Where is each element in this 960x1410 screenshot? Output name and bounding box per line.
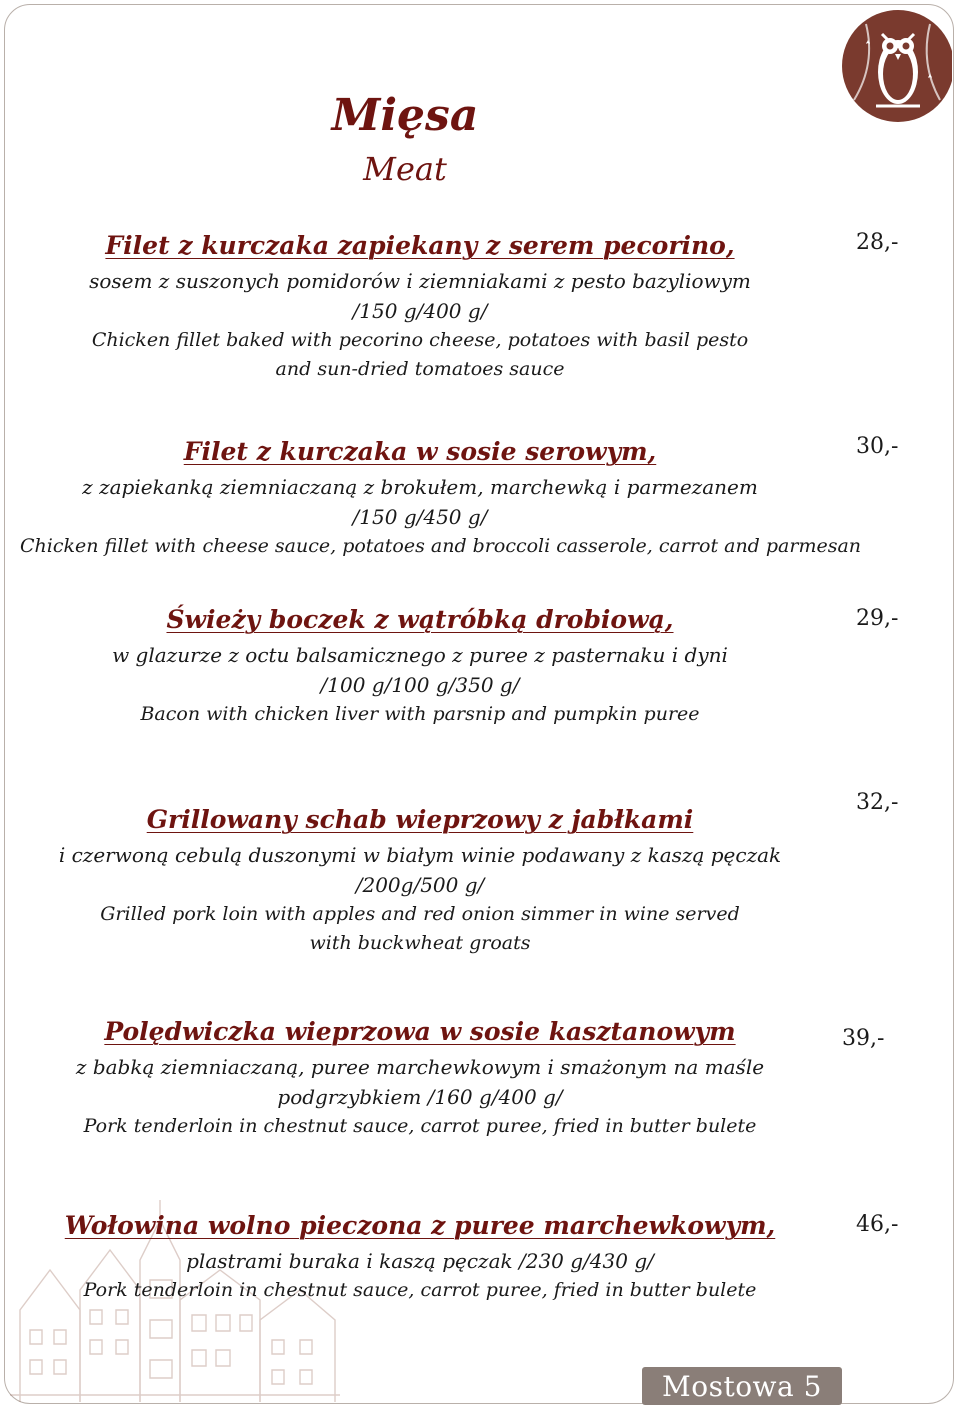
item-title: Filet z kurczaka zapiekany z serem pecorino,	[105, 231, 735, 260]
item-portion: /200g/500 g/	[355, 873, 485, 897]
menu-item	[20, 226, 820, 384]
item-price: 29,-	[856, 606, 899, 631]
menu-item	[20, 1206, 820, 1305]
item-title: Filet z kurczaka w sosie serowym,	[183, 437, 657, 466]
item-english: Chicken fillet baked with pecorino cheese, potatoes with basil pesto	[91, 329, 749, 351]
item-portion: podgrzybkiem /160 g/400 g/	[277, 1085, 563, 1109]
item-english: Pork tenderloin in chestnut sauce, carrot puree, fried in butter bulete	[83, 1279, 757, 1301]
menu-item	[20, 432, 862, 561]
item-title: Polędwiczka wieprzowa w sosie kasztanowym	[104, 1017, 736, 1046]
item-description: i czerwoną cebulą duszonymi w białym winie podawany z kaszą pęczak	[58, 843, 782, 867]
item-title: Wołowina wolno pieczona z puree marchewkowym,	[64, 1211, 776, 1240]
item-description: w glazurze z octu balsamicznego z puree z pasternaku i dyni	[112, 643, 728, 667]
item-english: Bacon with chicken liver with parsnip and pumpkin puree	[140, 703, 700, 725]
item-price: 39,-	[842, 1026, 885, 1051]
item-english: Chicken fillet with cheese sauce, potatoes and broccoli casserole, carrot and parmesan	[20, 535, 862, 557]
item-english: and sun-dried tomatoes sauce	[275, 358, 565, 380]
item-description: z babką ziemniaczaną, puree marchewkowym i smażonym na maśle	[75, 1055, 765, 1079]
item-price: 30,-	[856, 434, 899, 459]
section-subtitle: Meat	[363, 150, 447, 188]
item-price: 32,-	[856, 790, 899, 815]
item-description: sosem z suszonych pomidorów i ziemniakami z pesto bazyliowym	[89, 269, 751, 293]
item-title: Grillowany schab wieprzowy z jabłkami	[146, 805, 694, 834]
section-title: Mięsa	[331, 90, 479, 141]
footer-address: Mostowa 5	[642, 1367, 842, 1405]
item-english: Pork tenderloin in chestnut sauce, carrot puree, fried in butter bulete	[83, 1115, 757, 1137]
item-portion: /150 g/400 g/	[352, 299, 488, 323]
item-description: plastrami buraka i kaszą pęczak /230 g/430 g/	[186, 1249, 654, 1273]
item-price: 28,-	[856, 230, 899, 255]
menu-item	[20, 1012, 820, 1141]
item-english: Grilled pork loin with apples and red onion simmer in wine served	[100, 903, 740, 925]
item-price: 46,-	[856, 1212, 899, 1237]
item-description: z zapiekanką ziemniaczaną z brokułem, marchewką i parmezanem	[82, 475, 758, 499]
menu-item	[20, 600, 820, 729]
item-portion: /150 g/450 g/	[352, 505, 488, 529]
menu-item	[20, 800, 820, 958]
item-portion: /100 g/100 g/350 g/	[320, 673, 520, 697]
item-english: with buckwheat groats	[309, 932, 531, 954]
item-title: Świeży boczek z wątróbką drobiową,	[166, 605, 674, 634]
owl-logo-icon	[836, 4, 952, 130]
